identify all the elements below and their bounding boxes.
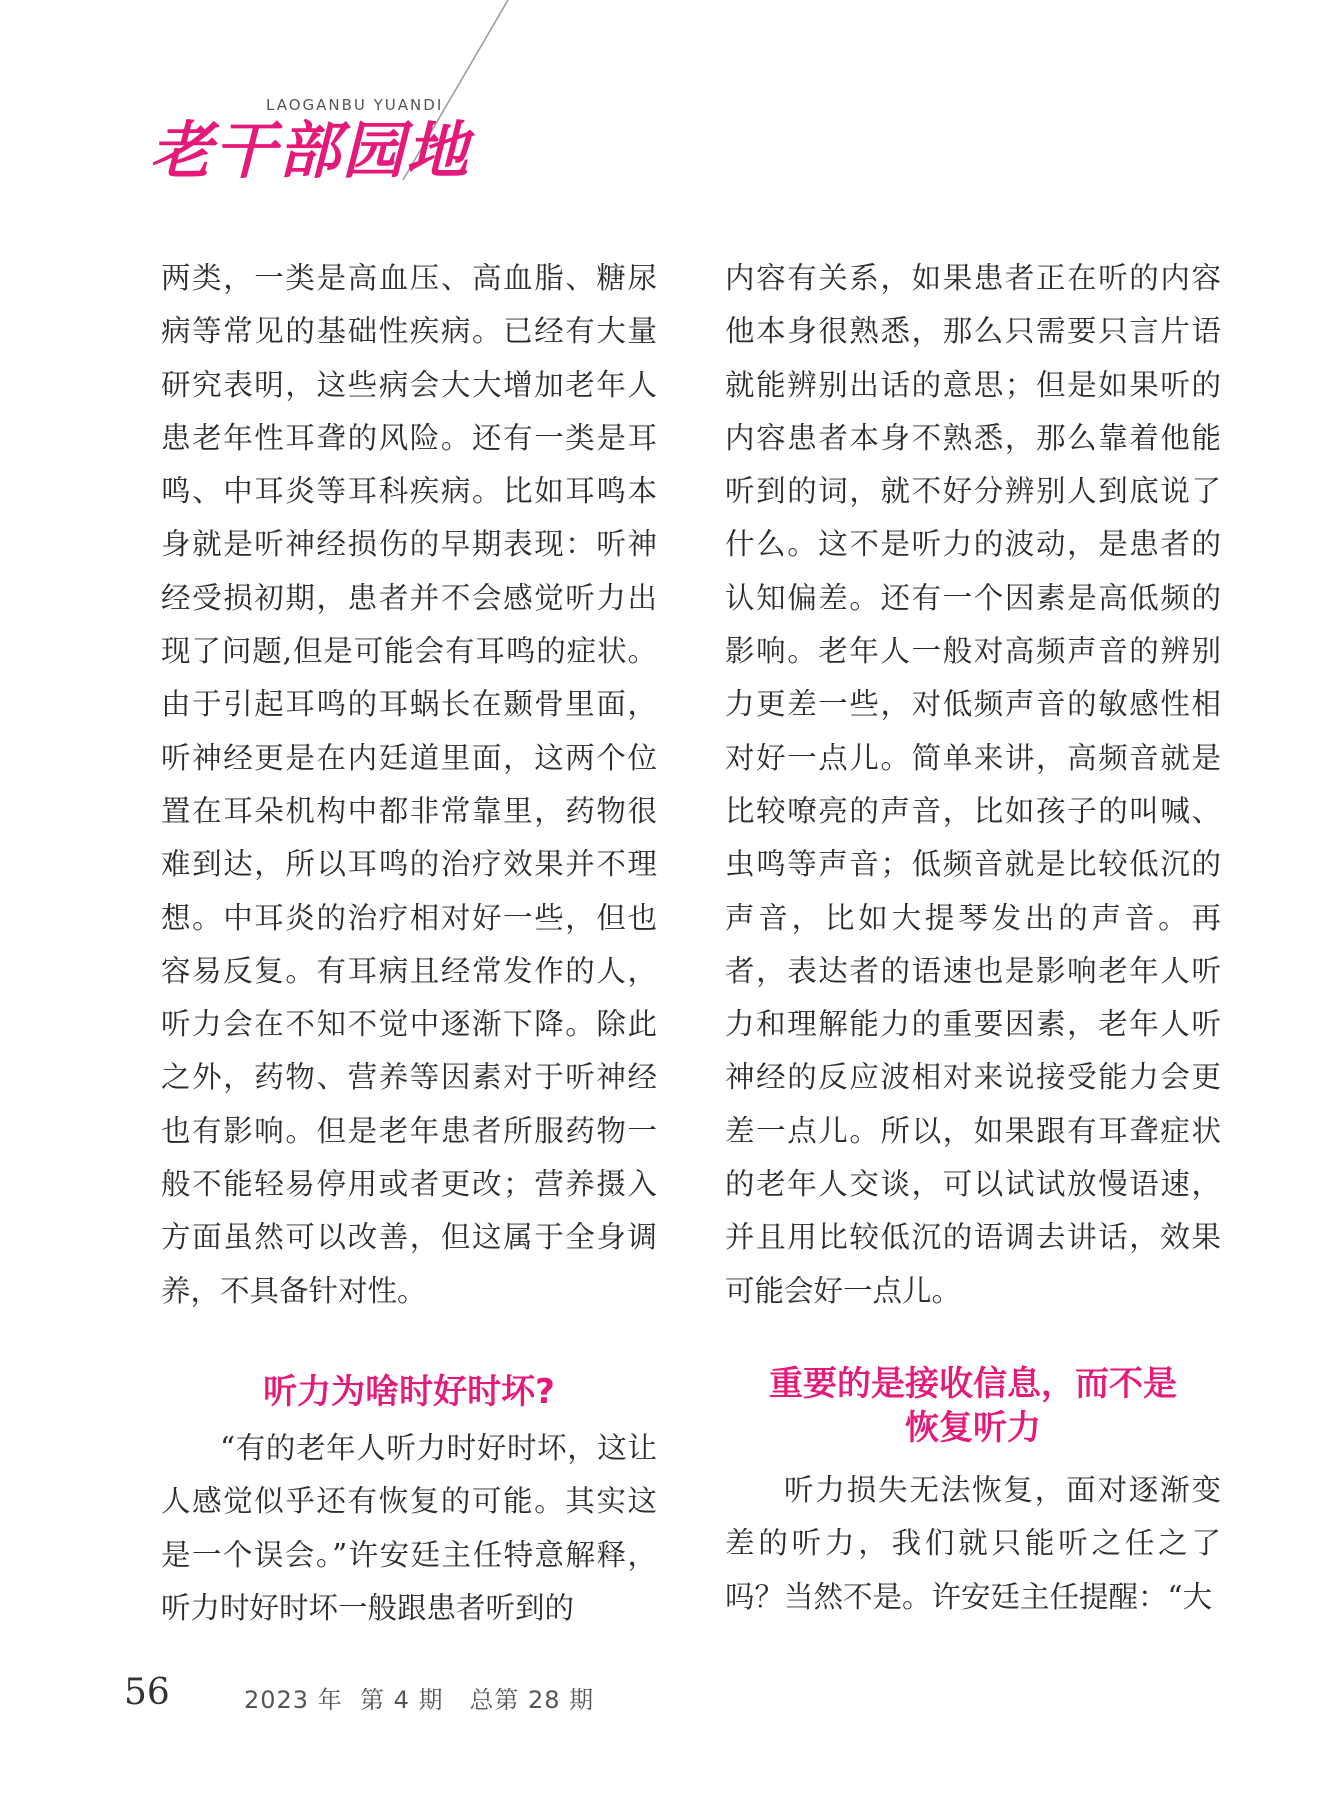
- section-heading-line1: 重要的是接收信息，而不是: [769, 1363, 1177, 1404]
- section-heading-receive-information: [725, 1362, 1221, 1450]
- right-column: [725, 252, 1221, 1624]
- section-heading-hearing-fluctuation: 听力为啥时好时坏?: [263, 1371, 555, 1412]
- left-paragraph-continued: 两类，一类是高血压、高血脂、糖尿病等常见的基础性疾病。已经有大量研究表明，这些病会大大增加老年人患老年性耳聋的风险。还有一类是耳鸣、中耳炎等耳科疾病。比如耳鸣本身就是听神经损伤的早期表现：听神经受损初期，患者并不会感觉听力出现了问题,但是可能会有耳鸣的症状。由于引起耳鸣的耳蜗长在颞骨里面，听神经更是在内廷道里面，这两个位置在耳朵机构中都非常靠里，药物很难到达，所以耳鸣的治疗效果并不理想。中耳炎的治疗相对好一些，但也容易反复。有耳病且经常发作的人，听力会在不知不觉中逐渐下降。除此之外，药物、营养等因素对于听神经也有影响。但是老年患者所服药物一般不能轻易停用或者更改；营养摄入方面虽然可以改善，但这属于全身调养，不具备针对性。: [161, 261, 657, 1308]
- header-diagonal-line: [0, 0, 1323, 220]
- right-paragraph-continued: 内容有关系，如果患者正在听的内容他本身很熟悉，那么只需要只言片语就能辨别出话的意思；但是如果听的内容患者本身不熟悉，那么靠着他能听到的词，就不好分辨别人到底说了什么。这不是听力的波动，是患者的认知偏差。还有一个因素是高低频的影响。老年人一般对高频声音的辨别力更差一些，对低频声音的敏感性相对好一点儿。简单来讲，高频音就是比较嘹亮的声音，比如孩子的叫喊、虫鸣等声音；低频音就是比较低沉的声音，比如大提琴发出的声音。再者，表达者的语速也是影响老年人听力和理解能力的重要因素，老年人听神经的反应波相对来说接受能力会更差一点儿。所以，如果跟有耳聋症状的老年人交谈，可以试试放慢语速，并且用比较低沉的语调去讲话，效果可能会好一点儿。: [725, 261, 1221, 1308]
- right-paragraph-hearing-loss: 听力损失无法恢复，面对逐渐变差的听力，我们就只能听之任之了吗？当然不是。许安廷主任提醒：“大: [725, 1472, 1221, 1614]
- brand-latin-name: LAOGANBU YUANDI: [266, 96, 444, 114]
- section-heading-line2: 恢复听力: [905, 1407, 1041, 1448]
- page-number: 56: [124, 1672, 170, 1713]
- left-column: [161, 252, 657, 1635]
- brand-logo-text: 老干部园地: [150, 114, 471, 187]
- left-paragraph-hearing-fluctuation: “有的老年人听力时好时坏，这让人感觉似乎还有恢复的可能。其实这是一个误会。”许安廷主任特意解释，听力时好时坏一般跟患者听到的: [161, 1430, 657, 1625]
- page-header: [0, 0, 1323, 220]
- issue-info: 2023 年 第 4 期 总第 28 期: [244, 1686, 595, 1714]
